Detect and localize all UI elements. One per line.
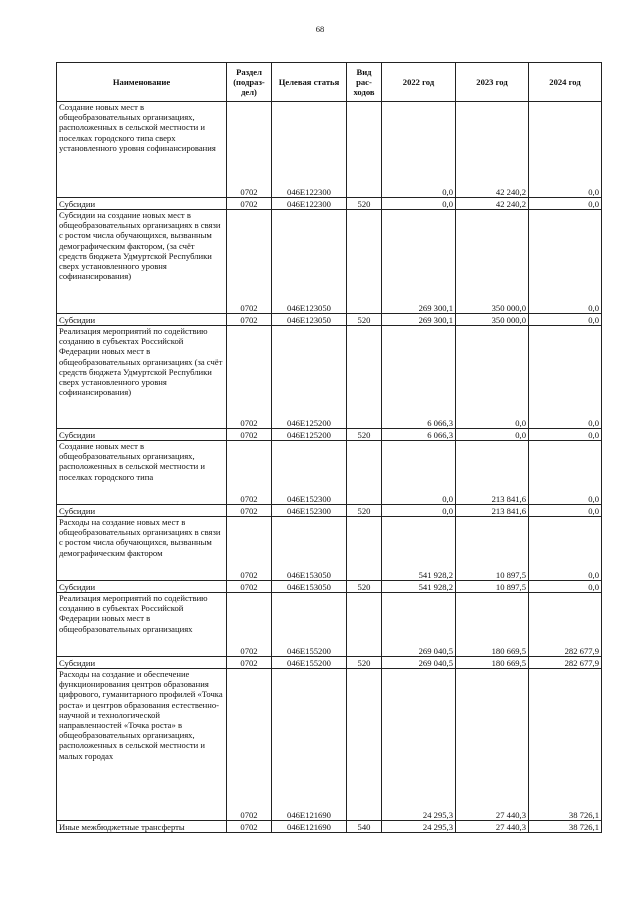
row-type [347, 517, 382, 581]
row-type [347, 669, 382, 821]
row-2024: 0,0 [529, 198, 602, 210]
table-row [57, 198, 602, 210]
row-2023: 350 000,0 [456, 314, 529, 326]
row-name: Субсидии на создание новых мест в общеобразовательных организациях в связи с ростом числа обучающихся, вызванным демографическим фактором, (за счёт средств бюджета Удмуртской Республики сверх установленного уровня софинансирования) [57, 210, 227, 314]
row-2023: 180 669,5 [456, 593, 529, 657]
row-name: Субсидии [57, 429, 227, 441]
row-type: 520 [347, 581, 382, 593]
row-type: 520 [347, 505, 382, 517]
row-section: 0702 [227, 593, 272, 657]
table-row [57, 102, 602, 198]
row-2022: 541 928,2 [382, 517, 456, 581]
row-target: 046E125200 [272, 326, 347, 429]
header-target: Целевая статья [272, 63, 347, 102]
row-section: 0702 [227, 441, 272, 505]
row-2022: 269 040,5 [382, 593, 456, 657]
row-2022: 24 295,3 [382, 821, 456, 833]
row-section: 0702 [227, 429, 272, 441]
row-target: 046E122300 [272, 102, 347, 198]
row-2024: 0,0 [529, 326, 602, 429]
row-name: Расходы на создание новых мест в общеобразовательных организациях в связи с ростом числа обучающихся, вызванным демографическим фактором [57, 517, 227, 581]
row-type [347, 102, 382, 198]
row-section: 0702 [227, 517, 272, 581]
row-name: Субсидии [57, 581, 227, 593]
row-2022: 269 300,1 [382, 210, 456, 314]
row-2023: 42 240,2 [456, 102, 529, 198]
row-section: 0702 [227, 210, 272, 314]
row-type: 520 [347, 429, 382, 441]
row-2024: 0,0 [529, 210, 602, 314]
row-target: 046E155200 [272, 593, 347, 657]
table-row [57, 581, 602, 593]
row-section: 0702 [227, 821, 272, 833]
row-target: 046E123050 [272, 314, 347, 326]
row-2024: 0,0 [529, 581, 602, 593]
table-row [57, 314, 602, 326]
row-2022: 0,0 [382, 505, 456, 517]
row-target: 046E123050 [272, 210, 347, 314]
row-name: Субсидии [57, 314, 227, 326]
row-2024: 0,0 [529, 441, 602, 505]
table-row [57, 210, 602, 314]
row-2022: 6 066,3 [382, 429, 456, 441]
row-section: 0702 [227, 581, 272, 593]
row-name: Субсидии [57, 657, 227, 669]
header-name: Наименование [57, 63, 227, 102]
row-section: 0702 [227, 669, 272, 821]
header-2022: 2022 год [382, 63, 456, 102]
table-row [57, 517, 602, 581]
row-2022: 269 040,5 [382, 657, 456, 669]
table-row [57, 669, 602, 821]
row-type: 520 [347, 198, 382, 210]
row-2023: 27 440,3 [456, 669, 529, 821]
table-header-row [57, 63, 602, 102]
row-name: Субсидии [57, 505, 227, 517]
row-2022: 0,0 [382, 198, 456, 210]
row-2023: 213 841,6 [456, 505, 529, 517]
table-row [57, 821, 602, 833]
row-section: 0702 [227, 326, 272, 429]
row-target: 046E121690 [272, 821, 347, 833]
row-section: 0702 [227, 102, 272, 198]
row-2024: 38 726,1 [529, 669, 602, 821]
row-2024: 0,0 [529, 429, 602, 441]
row-type: 540 [347, 821, 382, 833]
table-row [57, 326, 602, 429]
row-2023: 180 669,5 [456, 657, 529, 669]
table-row [57, 593, 602, 657]
row-type: 520 [347, 314, 382, 326]
row-target: 046E125200 [272, 429, 347, 441]
row-2024: 0,0 [529, 505, 602, 517]
row-target: 046E155200 [272, 657, 347, 669]
row-type [347, 593, 382, 657]
row-type [347, 441, 382, 505]
row-section: 0702 [227, 657, 272, 669]
row-2023: 42 240,2 [456, 198, 529, 210]
row-target: 046E152300 [272, 441, 347, 505]
row-2022: 541 928,2 [382, 581, 456, 593]
row-2022: 0,0 [382, 102, 456, 198]
row-2023: 213 841,6 [456, 441, 529, 505]
row-name: Субсидии [57, 198, 227, 210]
budget-table [56, 62, 602, 833]
page-number: 68 [315, 24, 325, 34]
row-target: 046E122300 [272, 198, 347, 210]
row-target: 046E153050 [272, 581, 347, 593]
row-2023: 0,0 [456, 429, 529, 441]
table-row [57, 429, 602, 441]
row-section: 0702 [227, 314, 272, 326]
row-section: 0702 [227, 198, 272, 210]
row-name: Создание новых мест в общеобразовательных организациях, расположенных в сельской местности и поселках городского типа [57, 441, 227, 505]
row-2024: 282 677,9 [529, 593, 602, 657]
row-name: Реализация мероприятий по содействию созданию в субъектах Российской Федерации новых мест в общеобразовательных организациях [57, 593, 227, 657]
table-row [57, 657, 602, 669]
row-2024: 282 677,9 [529, 657, 602, 669]
row-2023: 10 897,5 [456, 517, 529, 581]
row-target: 046E153050 [272, 517, 347, 581]
row-section: 0702 [227, 505, 272, 517]
row-2023: 10 897,5 [456, 581, 529, 593]
row-name: Расходы на создание и обеспечение функционирования центров образования цифрового, гуманитарного профилей «Точка роста» и центров образования естественно-научной и технологической направленностей «Точка роста» в общеобразовательных организациях, расположенных в сельской местности и малых городах [57, 669, 227, 821]
row-2022: 24 295,3 [382, 669, 456, 821]
header-2023: 2023 год [456, 63, 529, 102]
row-2022: 269 300,1 [382, 314, 456, 326]
table-row [57, 505, 602, 517]
row-name: Реализация мероприятий по содействию созданию в субъектах Российской Федерации новых мест в общеобразовательных организациях (за счёт средств бюджета Удмуртской Республики сверх установленного уровня софинансирования) [57, 326, 227, 429]
row-target: 046E152300 [272, 505, 347, 517]
row-name: Создание новых мест в общеобразовательных организациях, расположенных в сельской местности и поселках городского типа сверх установленного уровня софинансирования [57, 102, 227, 198]
row-2022: 6 066,3 [382, 326, 456, 429]
row-2024: 0,0 [529, 314, 602, 326]
header-section: Раздел (подраз-дел) [227, 63, 272, 102]
header-2024: 2024 год [529, 63, 602, 102]
row-2024: 0,0 [529, 517, 602, 581]
row-2024: 0,0 [529, 102, 602, 198]
row-2023: 27 440,3 [456, 821, 529, 833]
table-row [57, 441, 602, 505]
row-type [347, 210, 382, 314]
row-2022: 0,0 [382, 441, 456, 505]
row-2023: 0,0 [456, 326, 529, 429]
row-target: 046E121690 [272, 669, 347, 821]
header-type: Вид рас-ходов [347, 63, 382, 102]
row-type [347, 326, 382, 429]
row-2023: 350 000,0 [456, 210, 529, 314]
row-2024: 38 726,1 [529, 821, 602, 833]
row-name: Иные межбюджетные трансферты [57, 821, 227, 833]
row-type: 520 [347, 657, 382, 669]
